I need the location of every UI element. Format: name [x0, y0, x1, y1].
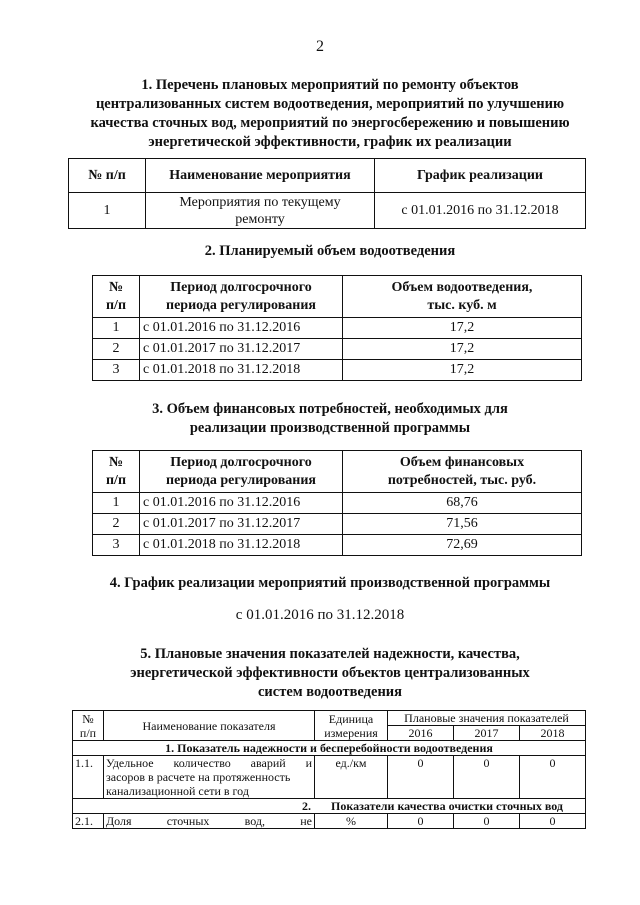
cell-financial: 68,76 [343, 493, 582, 514]
col-header-num [93, 451, 140, 493]
header-line: периода регулирования [166, 472, 316, 488]
table-row [93, 535, 582, 556]
cell-schedule: с 01.01.2016 по 31.12.2018 [375, 193, 586, 229]
cell-period: с 01.01.2017 по 31.12.2017 [140, 339, 343, 360]
table-row [93, 514, 582, 535]
cell-num: 3 [93, 360, 140, 381]
col-header-year-2016: 2016 [388, 726, 454, 741]
section3-title-line: реализации производственной программы [189, 420, 471, 436]
section5-title-line: систем водоотведения [257, 684, 403, 700]
group-treatment-quality [73, 799, 586, 814]
section1-title-line: централизованных систем водоотведения, мероприятий по улучшению [95, 96, 565, 112]
measures-table [68, 158, 586, 229]
group-number: 2. [302, 799, 311, 813]
cell-num: 1 [93, 318, 140, 339]
section5-title-line: 5. Плановые значения показателей надежности, качества, [140, 646, 520, 662]
cell-period: с 01.01.2018 по 31.12.2018 [140, 535, 343, 556]
cell-period: с 01.01.2017 по 31.12.2017 [140, 514, 343, 535]
cell-line: Мероприятия по текущему [179, 194, 341, 210]
header-line: Объем финансовых [399, 454, 525, 470]
cell-value-2018: 0 [519, 756, 585, 799]
cell-num: 2 [93, 339, 140, 360]
cell-line: ремонту [235, 211, 285, 227]
col-header-financial [343, 451, 582, 493]
table-row [73, 814, 586, 829]
header-line: измерения [324, 725, 378, 740]
group-row [73, 741, 586, 756]
cell-num: 1.1. [73, 756, 104, 799]
page-number: 2 [316, 38, 324, 55]
cell-value-2016: 0 [388, 814, 454, 829]
col-header-num [73, 711, 104, 741]
header-line: Период долгосрочного [170, 454, 312, 470]
cell-indicator-name: Доля сточных вод, не [104, 814, 315, 829]
section1-title [60, 76, 600, 152]
col-header-year-2018: 2018 [519, 726, 585, 741]
header-line: потребностей, тыс. руб. [387, 472, 537, 488]
section3-title [60, 400, 600, 438]
col-header-indicator-name: Наименование показателя [104, 711, 315, 741]
header-line: Период долгосрочного [170, 279, 312, 295]
section5-title [60, 645, 600, 702]
header-line: № [108, 279, 124, 295]
header-line: п/п [79, 725, 97, 740]
header-line: Объем водоотведения, [391, 279, 533, 295]
cell-num: 3 [93, 535, 140, 556]
cell-value-2018: 0 [519, 814, 585, 829]
header-line: № [82, 711, 94, 726]
cell-volume: 17,2 [343, 360, 582, 381]
financial-needs-table [92, 450, 582, 556]
cell-num: 2.1. [73, 814, 104, 829]
col-header-measure-name: Наименование мероприятия [146, 159, 375, 193]
header-line: № [108, 454, 124, 470]
section1-title-line: энергетической эффективности, график их реализации [148, 134, 512, 150]
indicators-table [72, 710, 586, 829]
cell-volume: 17,2 [343, 339, 582, 360]
col-header-volume [343, 276, 582, 318]
table-row [93, 360, 582, 381]
table-row [93, 318, 582, 339]
col-header-year-2017: 2017 [453, 726, 519, 741]
cell-num: 1 [69, 193, 146, 229]
cell-volume: 17,2 [343, 318, 582, 339]
header-line: п/п [105, 472, 127, 488]
group-reliability: 1. Показатель надежности и бесперебойности водоотведения [73, 741, 586, 756]
section5-title-line: энергетической эффективности объектов централизованных [130, 665, 530, 681]
col-header-num [93, 276, 140, 318]
table-row [93, 339, 582, 360]
col-header-period [140, 451, 343, 493]
cell-unit: % [315, 814, 388, 829]
cell-line: Удельное количество аварий и [106, 756, 312, 770]
section3-title-line: 3. Объем финансовых потребностей, необходимых для [152, 401, 508, 417]
cell-value-2017: 0 [453, 814, 519, 829]
cell-indicator-name [104, 756, 315, 799]
table-row [69, 193, 586, 229]
cell-line: засоров в расчете на протяженность [106, 770, 291, 784]
cell-line: канализационной сети в год [106, 784, 249, 798]
header-line: Единица [328, 711, 374, 726]
table-row [73, 756, 586, 799]
col-header-schedule: График реализации [375, 159, 586, 193]
group-row [73, 799, 586, 814]
cell-period: с 01.01.2018 по 31.12.2018 [140, 360, 343, 381]
col-header-num: № п/п [69, 159, 146, 193]
cell-num: 1 [93, 493, 140, 514]
col-header-plan-values: Плановые значения показателей [388, 711, 586, 726]
section2-title: 2. Планируемый объем водоотведения [204, 243, 456, 259]
section4-period: с 01.01.2016 по 31.12.2018 [235, 607, 405, 623]
col-header-unit [315, 711, 388, 741]
section4-title: 4. График реализации мероприятий производственной программы [109, 575, 551, 591]
section1-title-line: качества сточных вод, мероприятий по энергосбережению и повышению [90, 115, 570, 131]
col-header-period [140, 276, 343, 318]
section1-title-line: 1. Перечень плановых мероприятий по ремонту объектов [141, 77, 519, 93]
cell-measure-name [146, 193, 375, 229]
cell-value-2017: 0 [453, 756, 519, 799]
cell-financial: 72,69 [343, 535, 582, 556]
cell-num: 2 [93, 514, 140, 535]
cell-financial: 71,56 [343, 514, 582, 535]
cell-period: с 01.01.2016 по 31.12.2016 [140, 318, 343, 339]
group-title: Показатели качества очистки сточных вод [331, 799, 563, 813]
cell-value-2016: 0 [388, 756, 454, 799]
table-row [93, 493, 582, 514]
header-line: тыс. куб. м [427, 297, 497, 313]
header-line: периода регулирования [166, 297, 316, 313]
header-line: п/п [105, 297, 127, 313]
wastewater-volume-table [92, 275, 582, 381]
cell-period: с 01.01.2016 по 31.12.2016 [140, 493, 343, 514]
cell-unit: ед./км [315, 756, 388, 799]
